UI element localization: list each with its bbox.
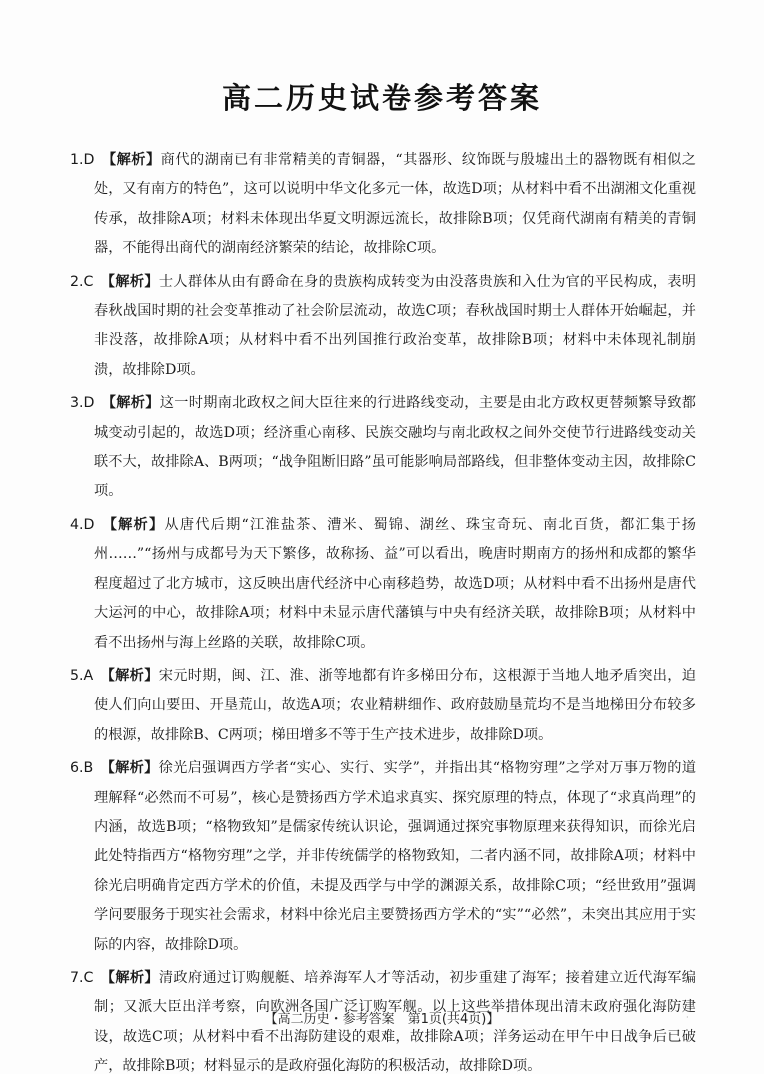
answer-item-4 <box>70 511 696 658</box>
analysis-tag: 【解析】 <box>100 760 159 777</box>
item-number: 3. <box>70 395 84 412</box>
analysis-tag: 【解析】 <box>101 516 165 533</box>
item-number: 7. <box>70 969 84 986</box>
item-text: 从唐代后期“江淮盐茶、漕米、蜀锦、湖丝、珠宝奇玩、南北百货，都汇集于扬州……”“扬州与成都号为天下繁侈，故称扬、益”可以看出，晚唐时期南方的扬州和成都的繁华程度超过了北方城市，这反映出唐代经济中心南移趋势，故选D项；从材料中看不出扬州是唐代大运河的中心，故排除A项；材料中未显示唐代藩镇与中央有经济关联，故排除B项；从材料中看不出扬州与海上丝路的关联，故排除C项。 <box>94 516 696 651</box>
item-answer: C <box>83 273 94 290</box>
analysis-tag: 【解析】 <box>101 152 161 168</box>
item-text: 商代的湖南已有非常精美的青铜器，“其器形、纹饰既与殷墟出土的器物既有相似之处，又有南方的特色”，这可以说明中华文化多元一体，故选D项；从材料中看不出湖湘文化重视传承，故排除A项；材料未体现出华夏文明源远流长，故排除B项；仅凭商代湖南有精美的青铜器，不能得出商代的湖南经济繁荣的结论，故排除C项。 <box>94 152 696 257</box>
page-title: 高二历史试卷参考答案 <box>221 81 542 115</box>
page-footer: 【高二历史・参考答案 第1页(共4页)】 <box>264 1012 500 1027</box>
item-text: 徐光启强调西方学者“实心、实行、实学”，并指出其“格物穷理”之学对万事万物的道理解释“必然而不可易”，核心是赞扬西方学术追求真实、探究原理的特点，体现了“求真尚理”的内涵，故选B项；“格物致知”是儒家传统认识论，强调通过探究事物原理来获得知识，而徐光启此处特指西方“格物穷理”之学，并非传统儒学的格物致知，二者内涵不同，故排除A项；材料中徐光启明确肯定西方学术的价值，未提及西学与中学的渊源关系，故排除C项；“经世致用”强调学问要服务于现实社会需求，材料中徐光启主要赞扬西方学术的“实”“必然”，未突出其应用于实际的内容，故排除D项。 <box>94 760 696 953</box>
item-text: 清政府通过订购舰艇、培养海军人才等活动，初步重建了海军；接着建立近代海军编制；又派大臣出洋考察，向欧洲各国广泛订购军舰。以上这些举措体现出清末政府强化海防建设，故选C项；从材料中看不出海防建设的艰难，故排除A项；洋务运动在甲午中日战争后已破产，故排除B项；材料显示的是政府强化海防的积极活动，故排除D项。 <box>94 969 696 1075</box>
item-answer: C <box>83 969 94 986</box>
item-answer: D <box>83 516 95 533</box>
analysis-tag: 【解析】 <box>100 667 159 684</box>
analysis-tag: 【解析】 <box>101 395 160 412</box>
item-text: 宋元时期，闽、江、淮、浙等地都有许多梯田分布，这根源于当地人地矛盾突出，迫使人们向山要田、开垦荒山，故选A项；农业精耕细作、政府鼓励垦荒均不是当地梯田分布较多的根源，故排除B、C两项；梯田增多不等于生产技术进步，故排除D项。 <box>94 667 696 743</box>
answer-item-1 <box>70 146 696 264</box>
answer-list <box>70 146 696 1086</box>
analysis-tag: 【解析】 <box>100 273 159 290</box>
answer-item-6 <box>70 754 696 960</box>
analysis-tag: 【解析】 <box>100 969 159 986</box>
item-number: 5. <box>70 667 84 684</box>
item-text: 这一时期南北政权之间大臣往来的行进路线变动，主要是由北方政权更替频繁导致都城变动引起的，故选D项；经济重心南移、民族交融均与南北政权之间外交使节行进路线变动关联不大，故排除A、B两项；“战争阻断旧路”虽可能影响局部路线，但非整体变动主因，故排除C项。 <box>94 395 696 500</box>
item-answer: D <box>83 395 95 412</box>
item-text: 士人群体从由有爵命在身的贵族构成转变为由没落贵族和入仕为官的平民构成，表明春秋战国时期的社会变革推动了社会阶层流动，故选C项；春秋战国时期士人群体开始崛起，并非没落，故排除A项；从材料中看不出列国推行政治变革，故排除B项；材料中未体现礼制崩溃，故排除D项。 <box>94 273 696 378</box>
item-number: 4. <box>70 516 84 533</box>
answer-item-3 <box>70 389 696 507</box>
footer-mark: · <box>686 1013 689 1022</box>
item-answer: A <box>83 667 94 684</box>
answer-item-2 <box>70 268 696 386</box>
item-answer: D <box>83 152 95 168</box>
answer-item-5 <box>70 662 696 750</box>
item-number: 6. <box>70 760 84 777</box>
item-number: 1. <box>70 152 84 168</box>
item-answer: B <box>83 760 94 777</box>
item-number: 2. <box>70 273 84 290</box>
